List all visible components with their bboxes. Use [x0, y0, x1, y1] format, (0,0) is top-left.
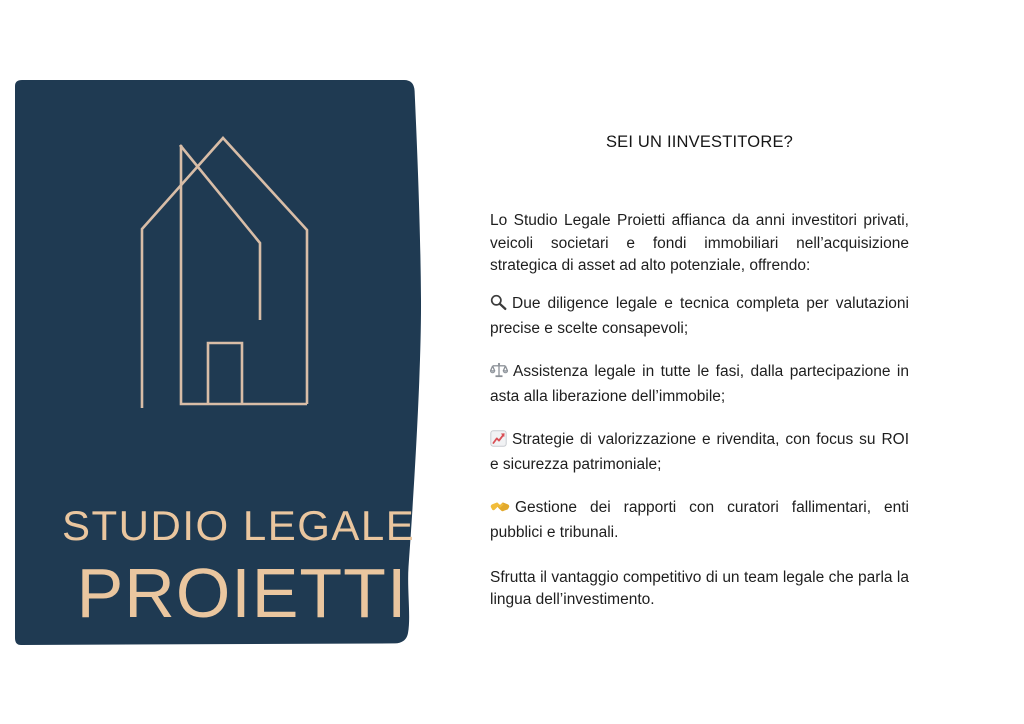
magnifier-icon — [490, 294, 507, 319]
closing-paragraph: Sfrutta il vantaggio competitivo di un team legale che parla la lingua dell’investimento. — [490, 568, 909, 608]
chart-increasing-icon — [490, 430, 507, 455]
brand-panel — [10, 75, 426, 653]
bullet-text: Gestione dei rapporti con curatori fallimentari, enti pubblici e tribunali. — [490, 498, 909, 541]
brand-title-proietti: PROIETTI — [76, 554, 408, 632]
bullet-text: Strategie di valorizzazione e rivendita, con focus su ROI e sicurezza patrimoniale; — [490, 430, 909, 473]
intro-paragraph: Lo Studio Legale Proietti affianca da anni investitori privati, veicoli societari e fondi immobiliari nell’acquisizione strategica di asset ad alto potenziale, offrendo: — [490, 212, 909, 274]
bullet-text: Due diligence legale e tecnica completa per valutazioni precise e scelte consapevoli; — [490, 294, 909, 337]
bullet-due-diligence — [490, 293, 909, 341]
handshake-icon — [490, 500, 510, 523]
content-column — [490, 131, 909, 612]
bullet-assistenza-legale — [490, 361, 909, 409]
scale-icon — [490, 362, 508, 387]
bullet-strategie — [490, 429, 909, 477]
bullet-text: Assistenza legale in tutte le fasi, dalla partecipazione in asta alla liberazione dell’immobile; — [490, 362, 909, 405]
page-title: SEI UN IINVESTITORE? — [605, 133, 794, 151]
brand-title-studio-legale: STUDIO LEGALE — [62, 502, 416, 549]
bullet-gestione-rapporti — [490, 497, 909, 545]
